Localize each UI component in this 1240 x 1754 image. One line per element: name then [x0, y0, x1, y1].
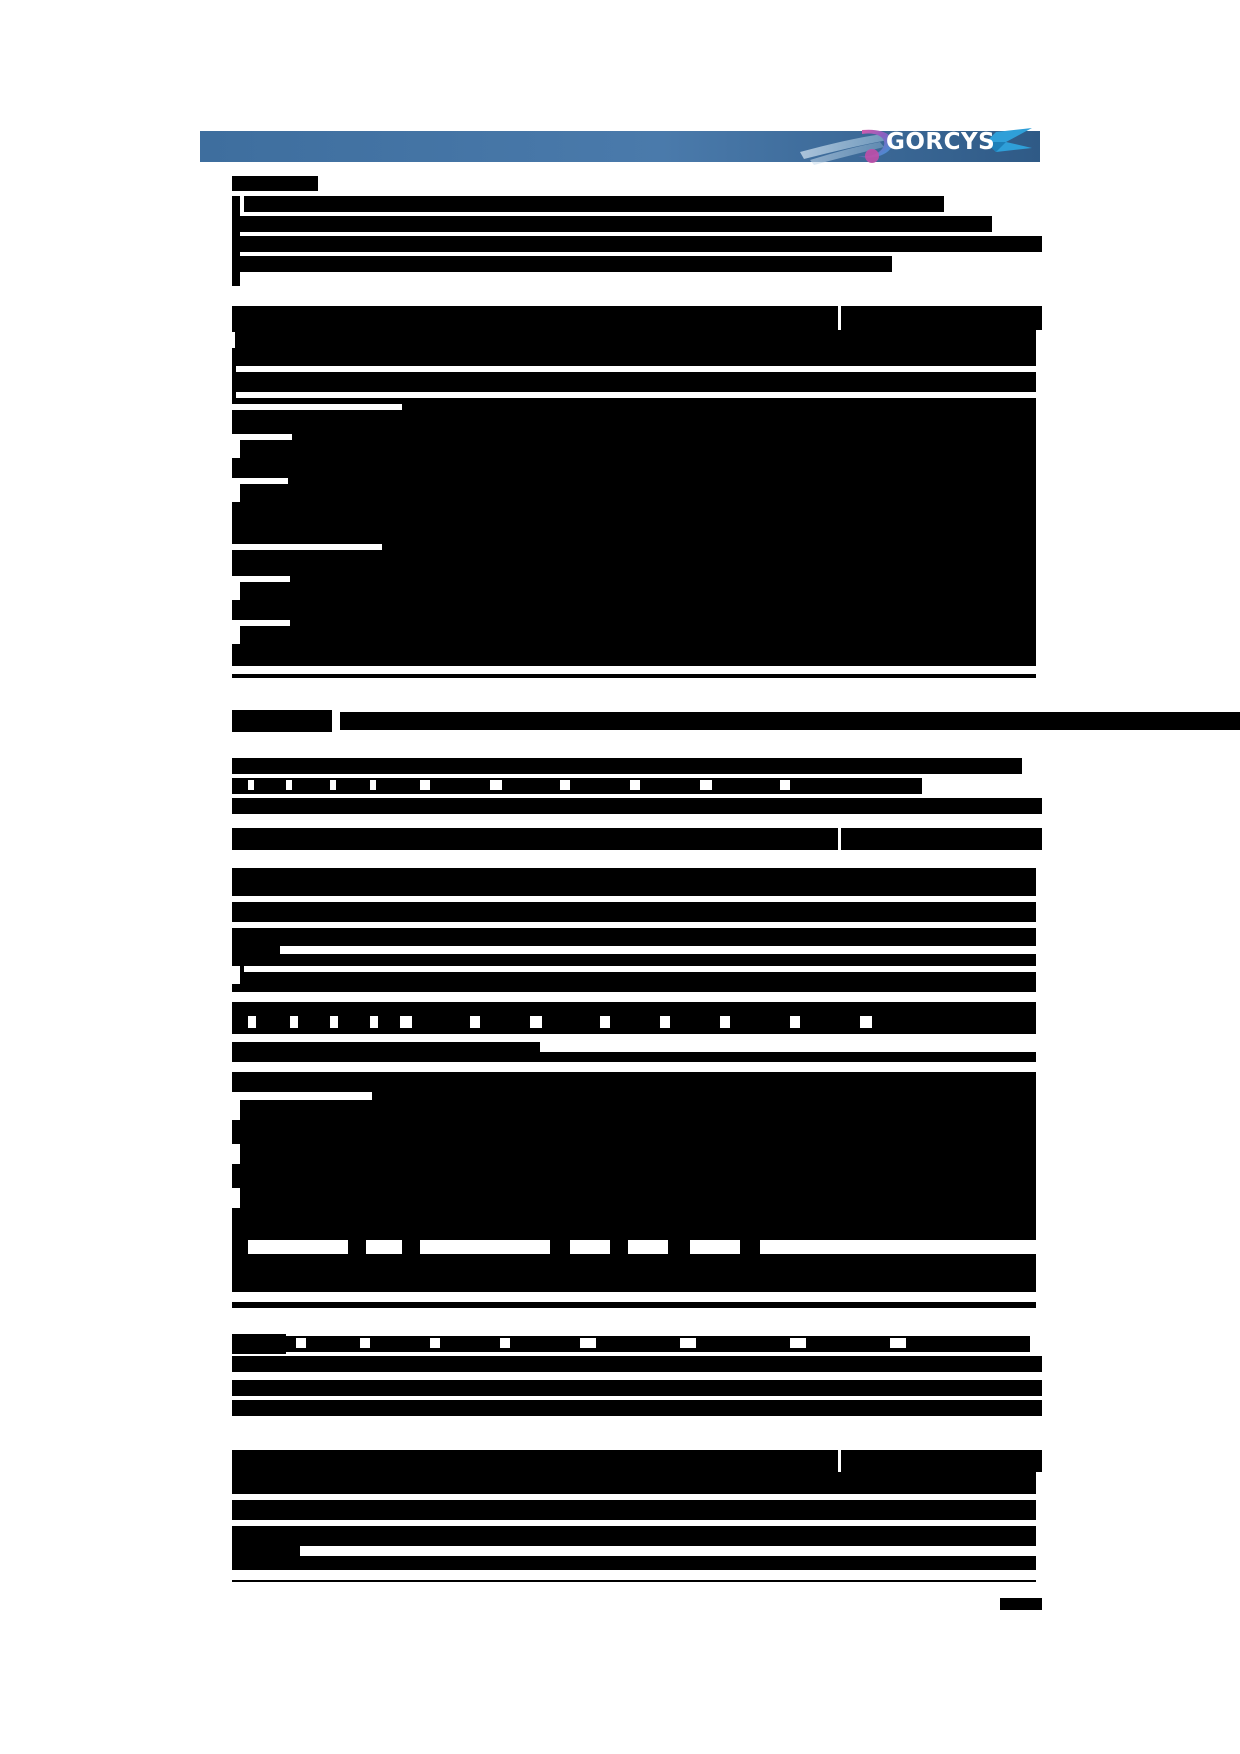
section-1-gap-i	[232, 582, 240, 600]
section-1-row-rule-7	[1036, 585, 1216, 589]
section-2-table-header	[232, 828, 1042, 850]
section-1-row-rule-8	[1036, 645, 1216, 649]
section-2-word-gap-7	[530, 1016, 542, 1028]
section-1-header-divider	[838, 306, 841, 330]
section-1-gap-k	[232, 626, 240, 644]
section-2-text-gap-7	[232, 1034, 1042, 1042]
section-2-text-gap-8	[540, 1042, 1042, 1052]
section-1-gap-a	[232, 332, 235, 348]
section-3-line-2	[232, 1356, 1042, 1372]
section-2-text-gap-13	[232, 1188, 240, 1208]
section-2-bullet-gap-1	[248, 1240, 348, 1254]
section-2-word-gap-11	[790, 1016, 800, 1028]
brand-name: GORCYS	[886, 129, 996, 155]
section-1-gap-j	[232, 620, 290, 626]
section-2-row-rule-4	[1036, 1098, 1216, 1102]
section-2-text-gap-4	[232, 966, 240, 984]
section-2-text-gap-5	[244, 966, 1042, 972]
section-2-word-gap-10	[720, 1016, 730, 1028]
section-3-line-1	[240, 1336, 1030, 1352]
section-2-gap-a8	[630, 780, 640, 790]
section-2-label	[232, 710, 332, 732]
section-3-line-4	[232, 1400, 1042, 1416]
section-2-gap-a1	[248, 780, 254, 790]
section-2-row-rule-8	[1036, 1200, 1216, 1204]
section-2-bullet-gap-3	[420, 1240, 550, 1254]
section-2-gap-a3	[330, 780, 336, 790]
section-2-row-rule-6	[1036, 1146, 1216, 1150]
section-1-gap-h	[232, 576, 290, 582]
section-3-gap-5	[580, 1338, 596, 1348]
section-2-bullet-gap-5	[628, 1240, 668, 1254]
section-3-gap-2	[360, 1338, 370, 1348]
section-1-text-gap-2	[236, 392, 1042, 398]
section-2-word-gap-6	[470, 1016, 480, 1028]
section-3-row-rule-1	[1036, 1496, 1216, 1500]
section-1-right-margin-mask	[1036, 330, 1240, 678]
section-3-text-gap-2	[232, 1520, 1042, 1526]
section-1-row-rule-1	[1036, 345, 1216, 349]
section-3-text-gap-3	[300, 1546, 1042, 1556]
section-1-gap-e	[232, 478, 288, 484]
section-2-row-rule-3	[1036, 956, 1216, 960]
section-2-text-gap-10	[232, 1092, 372, 1100]
section-3-row-rule-2	[1036, 1522, 1216, 1526]
section-1-line-4	[232, 256, 892, 272]
section-2-row-rule-1	[1036, 906, 1216, 910]
section-1-row-rule-5	[1036, 441, 1216, 445]
section-2-gap-a7	[560, 780, 570, 790]
section-3-table-header	[232, 1450, 1042, 1472]
section-2-text-gap-11	[232, 1100, 240, 1120]
section-2-text-gap-2	[232, 922, 1042, 928]
section-2-text-gap-6	[232, 992, 1042, 1002]
section-1-text-gap-1	[236, 366, 1042, 372]
section-2-gap-a5	[420, 780, 430, 790]
section-2-bullet-gap-7	[760, 1240, 1042, 1254]
section-2-right-margin-mask	[1036, 868, 1240, 1308]
section-2-header-divider	[838, 828, 841, 850]
section-2-word-gap-12	[860, 1016, 872, 1028]
section-2-row-rule-2	[1036, 930, 1216, 934]
section-3-line-3	[232, 1380, 1042, 1396]
section-1-gap-c	[232, 434, 292, 440]
section-2-word-gap-4	[370, 1016, 378, 1028]
section-2-row-rule-5	[1036, 1122, 1216, 1126]
section-1-bottom-gap	[232, 666, 1042, 674]
section-2-bullet-gap-4	[570, 1240, 610, 1254]
section-2-word-gap-1	[248, 1016, 256, 1028]
section-2-bullet-gap-2	[366, 1240, 402, 1254]
section-3-gap-6	[680, 1338, 696, 1348]
section-3-header-divider	[838, 1450, 841, 1472]
section-1-gap-b	[232, 404, 402, 410]
section-2-gap-a10	[780, 780, 790, 790]
section-3-gap-4	[500, 1338, 510, 1348]
section-1-table-header-right	[840, 308, 1040, 326]
section-1-line-1	[244, 196, 944, 212]
section-2-gap-a2	[286, 780, 292, 790]
section-3-col-divider	[1036, 1472, 1040, 1582]
section-2-gap-a4	[370, 780, 376, 790]
section-2-line-3	[232, 798, 1042, 814]
section-1-line-2	[232, 216, 992, 232]
footer-marker	[1000, 1598, 1042, 1610]
section-1-row-rule-2	[1036, 369, 1216, 373]
section-2-gap-a6	[490, 780, 502, 790]
section-2-label-rule	[340, 712, 1240, 730]
brand-logo	[800, 120, 1040, 168]
section-3-gap-7	[790, 1338, 806, 1348]
section-2-bottom-gap	[232, 1292, 1042, 1302]
section-2-row-rule-10	[1036, 1258, 1216, 1262]
section-3-text-gap-4	[232, 1570, 1042, 1580]
section-3-text-gap-1	[232, 1494, 1042, 1500]
section-3-gap-3	[430, 1338, 440, 1348]
section-3-row-rule-3	[1036, 1548, 1216, 1552]
section-2-row-rule-9	[1036, 1230, 1216, 1234]
section-2-word-gap-5	[400, 1016, 412, 1028]
section-1-gap-g	[232, 544, 382, 550]
section-2-word-gap-2	[290, 1016, 298, 1028]
section-2-word-gap-9	[660, 1016, 670, 1028]
section-3-gap-1	[296, 1338, 306, 1348]
section-1-row-rule-4	[1036, 417, 1216, 421]
section-1-col-divider	[1036, 330, 1040, 678]
section-2-word-gap-8	[600, 1016, 610, 1028]
section-3-table-body	[232, 1472, 1042, 1582]
section-2-line-1	[232, 758, 1022, 774]
section-2-text-gap-1	[232, 896, 1042, 902]
section-1-line-3	[232, 236, 1042, 252]
section-2-gap-a9	[700, 780, 712, 790]
section-3-gap-8	[890, 1338, 906, 1348]
section-1-label	[232, 176, 318, 191]
section-1-row-rule-3	[1036, 393, 1216, 397]
section-2-bullet-gap-6	[690, 1240, 740, 1254]
section-1-table-body	[232, 330, 1042, 678]
section-2-word-gap-3	[330, 1016, 338, 1028]
section-1-gap-d	[232, 440, 240, 458]
section-1-row-rule-6	[1036, 561, 1216, 565]
section-2-text-gap-9	[232, 1062, 1042, 1072]
section-1-gap-f	[232, 484, 240, 502]
section-3-right-margin-mask	[1036, 1472, 1240, 1582]
section-2-text-gap-3	[280, 946, 1042, 954]
section-2-row-rule-7	[1036, 1170, 1216, 1174]
section-2-text-gap-12	[232, 1144, 240, 1164]
